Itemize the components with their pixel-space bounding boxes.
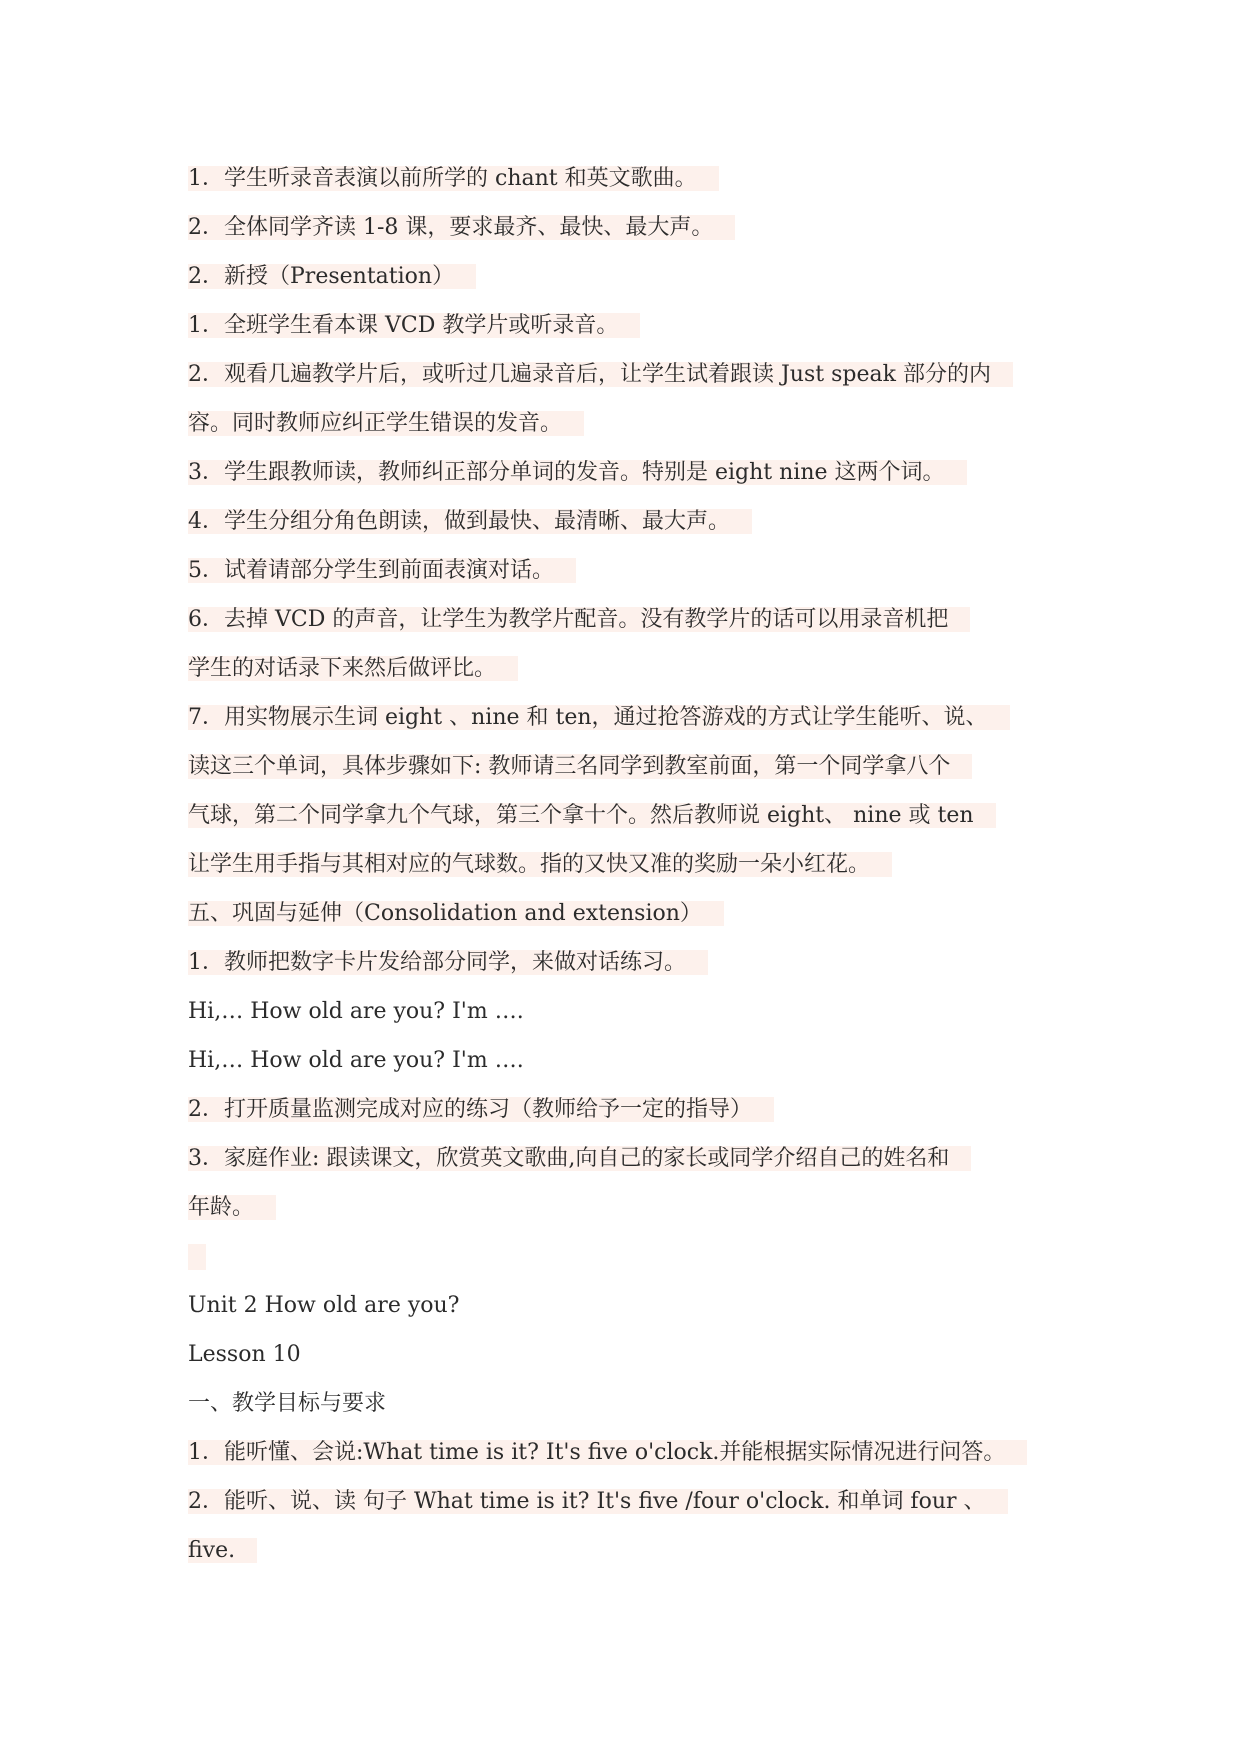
text-line-content: 1．学生听录音表演以前所学的 chant 和英文歌曲。 bbox=[188, 166, 719, 191]
text-line-content: 读这三个单词，具体步骤如下: 教师请三名同学到教室前面，第一个同学拿八个 bbox=[188, 754, 972, 779]
text-line-content: 5．试着请部分学生到前面表演对话。 bbox=[188, 558, 576, 583]
text-line bbox=[188, 840, 1068, 889]
text-line bbox=[188, 252, 1068, 301]
section-heading-text: 五、巩固与延伸（Consolidation and extension） bbox=[188, 901, 724, 926]
text-line-content: 6．去掉 VCD 的声音，让学生为教学片配音。没有教学片的话可以用录音机把 bbox=[188, 607, 970, 632]
text-line-content: 容。同时教师应纠正学生错误的发音。 bbox=[188, 411, 584, 436]
text-line bbox=[188, 1134, 1068, 1183]
dialogue-text: Hi,… How old are you? I'm …. bbox=[188, 1048, 524, 1073]
lesson-title-text: Lesson 10 bbox=[188, 1342, 301, 1367]
empty-line bbox=[188, 1232, 1068, 1281]
unit-title bbox=[188, 1281, 1068, 1330]
text-line bbox=[188, 791, 1068, 840]
text-line-content: 年龄。 bbox=[188, 1195, 276, 1220]
text-line bbox=[188, 644, 1068, 693]
text-line-content: 1．教师把数字卡片发给部分同学，来做对话练习。 bbox=[188, 950, 708, 975]
dialogue-line bbox=[188, 1036, 1068, 1085]
text-line bbox=[188, 1477, 1068, 1526]
text-line bbox=[188, 154, 1068, 203]
text-line-content: 气球，第二个同学拿九个气球，第三个拿十个。然后教师说 eight、 nine 或 ten bbox=[188, 803, 996, 828]
text-line bbox=[188, 301, 1068, 350]
text-line bbox=[188, 595, 1068, 644]
section-heading bbox=[188, 1379, 1068, 1428]
text-line bbox=[188, 399, 1068, 448]
text-line bbox=[188, 693, 1068, 742]
text-line bbox=[188, 203, 1068, 252]
section-heading-text: 一、教学目标与要求 bbox=[188, 1391, 387, 1416]
text-line-content: 3．学生跟教师读，教师纠正部分单词的发音。特别是 eight nine 这两个词。 bbox=[188, 460, 967, 485]
text-line bbox=[188, 448, 1068, 497]
text-line-content: 2．能听、说、读 句子 What time is it? It's five /four o'clock. 和单词 four 、 bbox=[188, 1489, 1008, 1514]
text-line bbox=[188, 1526, 1068, 1575]
text-line-content: 4．学生分组分角色朗读，做到最快、最清晰、最大声。 bbox=[188, 509, 752, 534]
text-line-content: 3．家庭作业: 跟读课文，欣赏英文歌曲,向自己的家长或同学介绍自己的姓名和 bbox=[188, 1146, 971, 1171]
text-line-content: 1．能听懂、会说:What time is it? It's five o'clock.并能根据实际情况进行问答。 bbox=[188, 1440, 1027, 1465]
document-body bbox=[188, 154, 1068, 1575]
text-line-content: five. bbox=[188, 1538, 257, 1563]
unit-title-text: Unit 2 How old are you? bbox=[188, 1293, 460, 1318]
text-line-content: 让学生用手指与其相对应的气球数。指的又快又准的奖励一朵小红花。 bbox=[188, 852, 892, 877]
text-line bbox=[188, 546, 1068, 595]
text-line-content: 1．全班学生看本课 VCD 教学片或听录音。 bbox=[188, 313, 640, 338]
text-line bbox=[188, 1085, 1068, 1134]
text-line bbox=[188, 350, 1068, 399]
text-line-content: 2．全体同学齐读 1-8 课，要求最齐、最快、最大声。 bbox=[188, 215, 735, 240]
text-line-content: 2．观看几遍教学片后，或听过几遍录音后，让学生试着跟读 Just speak 部分的内 bbox=[188, 362, 1013, 387]
text-line-content: 2．新授（Presentation） bbox=[188, 264, 476, 289]
empty-highlight bbox=[188, 1244, 206, 1270]
text-line-content: 7．用实物展示生词 eight 、nine 和 ten，通过抢答游戏的方式让学生能听、说、 bbox=[188, 705, 1010, 730]
text-line bbox=[188, 497, 1068, 546]
text-line bbox=[188, 1428, 1068, 1477]
text-line-content: 2．打开质量监测完成对应的练习（教师给予一定的指导） bbox=[188, 1097, 774, 1122]
text-line bbox=[188, 1183, 1068, 1232]
text-line bbox=[188, 938, 1068, 987]
text-line-content: 学生的对话录下来然后做评比。 bbox=[188, 656, 518, 681]
dialogue-line bbox=[188, 987, 1068, 1036]
text-line bbox=[188, 742, 1068, 791]
section-heading bbox=[188, 889, 1068, 938]
dialogue-text: Hi,… How old are you? I'm …. bbox=[188, 999, 524, 1024]
lesson-title bbox=[188, 1330, 1068, 1379]
